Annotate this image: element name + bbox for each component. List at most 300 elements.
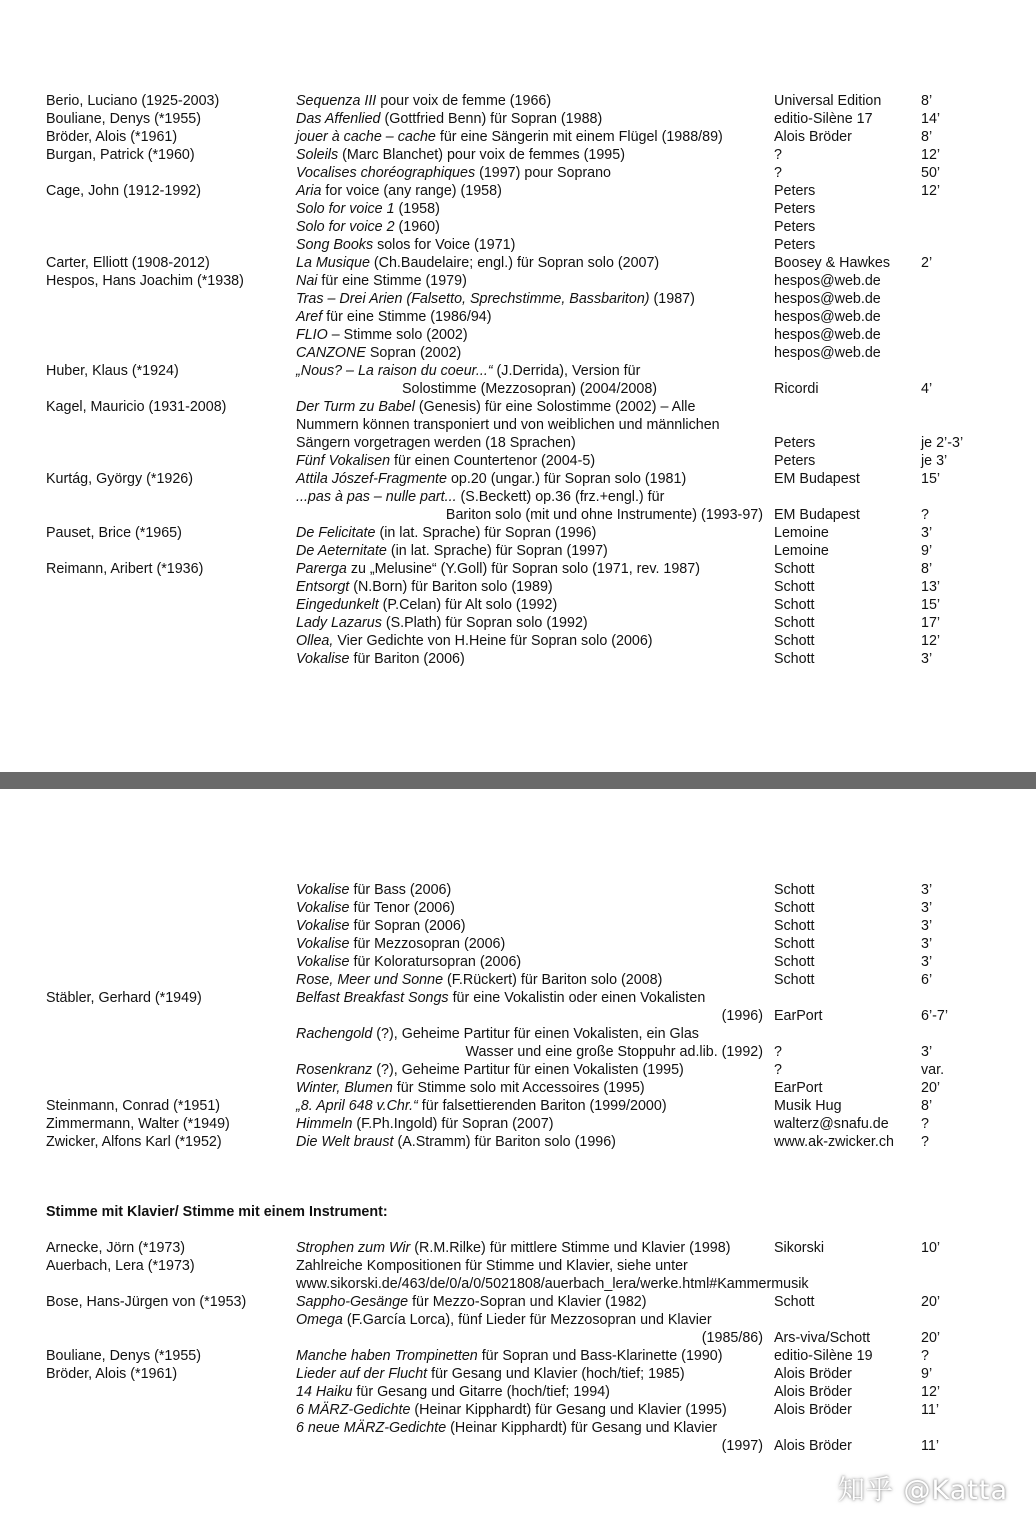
work-description [296,1115,553,1133]
composer-name: Huber, Klaus (*1924) [46,363,179,379]
composer-name: Bouliane, Denys (*1955) [46,111,201,127]
work-title: Strophen zum Wir [296,1240,411,1256]
work-description [296,488,664,506]
work-details: pour voix de femme (1966) [376,93,552,109]
work-details: für Tenor (2006) [349,900,455,916]
publisher: ? [774,1044,782,1060]
work-title: Solo for voice 2 [296,219,395,235]
work-description [296,326,468,344]
duration: 9’ [921,543,933,559]
work-title: jouer à cache – cache [296,129,436,145]
composer-name: Bose, Hans-Jürgen von (*1953) [46,1294,247,1310]
composer-name: Hespos, Hans Joachim (*1938) [46,273,244,289]
work-details: für eine Vokalistin oder einen Vokalisten [448,990,706,1006]
publisher: Lemoine [774,543,829,559]
composer-name: Berio, Luciano (1925-2003) [46,93,220,109]
table-row [0,578,1036,596]
document-page-2 [0,789,1036,1533]
table-row [0,254,1036,272]
duration: 3’ [921,936,933,952]
work-title: Rose, Meer und Sonne [296,972,444,988]
work-title: Solo for voice 1 [296,201,395,217]
composer-name: Arnecke, Jörn (*1973) [46,1240,186,1256]
work-title: „Nous? – La raison du coeur...“ [296,363,493,379]
duration: ? [921,1134,929,1150]
work-description [296,650,465,668]
composer-name: Bröder, Alois (*1961) [46,1366,178,1382]
table-row [0,953,1036,971]
duration: 50’ [921,165,941,181]
work-description [296,272,467,290]
work-title: Lieder auf der Flucht [296,1366,428,1382]
table-row [0,362,1036,380]
publisher: Peters [774,219,816,235]
work-description-continued: Wasser und eine große Stoppuhr ad.lib. (1992) [465,1044,763,1060]
duration: ? [921,1348,929,1364]
work-description [296,560,700,578]
publisher: Universal Edition [774,93,882,109]
work-details: für Gesang und Klavier (hoch/tief; 1985) [427,1366,685,1382]
work-description [296,398,695,416]
table-row [0,308,1036,326]
duration: 8’ [921,561,933,577]
work-description [296,1097,667,1115]
work-description [296,110,602,128]
table-row [0,1115,1036,1133]
duration: 8’ [921,93,933,109]
table-row [0,881,1036,899]
table-row [0,917,1036,935]
duration: 13’ [921,579,941,595]
work-details: Sängern vorgetragen werden (18 Sprachen) [296,435,576,451]
table-row [0,182,1036,200]
work-description [296,344,461,362]
work-title: La Musique [296,255,370,271]
publisher: Schott [774,936,815,952]
publisher: Schott [774,918,815,934]
publisher: Sikorski [774,1240,825,1256]
duration: 3’ [921,900,933,916]
duration: 2’ [921,255,933,271]
work-details: (Heinar Kipphardt) für Gesang und Klavier (1995) [410,1402,727,1418]
table-row [0,1061,1036,1079]
work-title: Belfast Breakfast Songs [296,990,449,1006]
duration: 6’-7’ [921,1008,949,1024]
work-description [296,1347,723,1365]
work-title: Vokalise [296,900,350,916]
publisher: Schott [774,615,815,631]
duration: ? [921,507,929,523]
work-description [296,1061,684,1079]
work-details: (1960) [394,219,440,235]
publisher: www.ak-zwicker.ch [774,1134,894,1150]
work-details: (F.Ph.Ingold) für Sopran (2007) [352,1116,554,1132]
publisher: Ars-viva/Schott [774,1330,871,1346]
work-description [296,452,595,470]
work-description-continued: Solostimme (Mezzosopran) (2004/2008) [401,381,658,397]
publisher: Schott [774,882,815,898]
publisher: hespos@web.de [774,327,881,343]
work-description [296,971,662,989]
work-description [296,614,588,632]
duration: 3’ [921,918,933,934]
publisher: walterz@snafu.de [774,1116,889,1132]
work-title: Tras – Drei Arien (Falsetto, Sprechstimme, Bassbariton) [296,291,650,307]
work-title: 6 MÄRZ-Gedichte [296,1402,411,1418]
duration: 11’ [921,1402,940,1418]
work-description [296,146,625,164]
work-description [296,416,720,434]
work-title: Soleils [296,147,339,163]
work-title: Winter, Blumen [296,1080,393,1096]
work-description [296,1311,712,1329]
work-title: Parerga [296,561,347,577]
composer-name: Burgan, Patrick (*1960) [46,147,195,163]
work-description [296,182,502,200]
work-title: 14 Haiku [296,1384,353,1400]
composer-name: Cage, John (1912-1992) [46,183,201,199]
table-row [0,989,1036,1007]
work-details: (F.García Lorca), fünf Lieder für Mezzosopran und Klavier [342,1312,712,1328]
table-row [0,92,1036,110]
work-description [296,164,611,182]
work-description [296,578,553,596]
publisher: Alois Bröder [774,1438,852,1454]
duration: 12’ [921,1384,941,1400]
table-row [0,470,1036,488]
work-details: (Heinar Kipphardt) für Gesang und Klavier [446,1420,718,1436]
work-title: De Felicitate [296,525,376,541]
work-description [296,470,686,488]
work-description [296,200,440,218]
publisher: Alois Bröder [774,1366,852,1382]
work-title: Attila Jószef-Fragmente [296,471,447,487]
work-description [296,92,551,110]
duration: var. [921,1062,945,1078]
work-title: Das Affenlied [296,111,381,127]
composer-name: Kagel, Mauricio (1931-2008) [46,399,227,415]
table-row [0,935,1036,953]
work-description [296,542,608,560]
work-description [296,128,723,146]
duration: 10’ [921,1240,941,1256]
publisher: ? [774,165,782,181]
work-details: für Stimme solo mit Accessoires (1995) [392,1080,645,1096]
table-row [0,542,1036,560]
duration: 17’ [921,615,941,631]
table-row [0,1097,1036,1115]
page-separator [0,772,1036,789]
duration: 20’ [921,1330,941,1346]
work-title: Fünf Vokalisen [296,453,391,469]
duration: 11’ [921,1438,940,1454]
publisher: Peters [774,183,816,199]
work-title: „8. April 648 v.Chr.“ [296,1098,418,1114]
work-title: Song Books [296,237,374,253]
work-description [296,881,451,899]
composer-name: Zwicker, Alfons Karl (*1952) [46,1134,222,1150]
work-details: für eine Stimme (1979) [317,273,467,289]
table-row [0,290,1036,308]
work-description [296,1293,647,1311]
work-details: (1997) pour Soprano [475,165,612,181]
work-details: für Gesang und Gitarre (hoch/tief; 1994) [352,1384,610,1400]
work-details: for voice (any range) (1958) [321,183,502,199]
work-title: Aria [296,183,322,199]
publisher: Schott [774,972,815,988]
work-details: (F.Rückert) für Bariton solo (2008) [443,972,663,988]
table-row [0,1293,1036,1311]
work-description [296,1079,645,1097]
work-description [296,236,515,254]
work-title: Vocalises choréographiques [296,165,476,181]
publisher: EarPort [774,1008,823,1024]
work-description [296,362,640,380]
table-row [0,1275,1036,1293]
work-details: für Koloratursopran (2006) [349,954,522,970]
work-title: Vokalise [296,882,350,898]
work-description [296,596,557,614]
table-row [0,488,1036,506]
table-row [0,272,1036,290]
work-title: Vokalise [296,936,350,952]
duration: 8’ [921,129,933,145]
publisher: Schott [774,579,815,595]
composer-name: Zimmermann, Walter (*1949) [46,1116,230,1132]
work-details: für eine Stimme (1986/94) [322,309,492,325]
work-details: (in lat. Sprache) für Sopran (1996) [375,525,597,541]
table-row [0,1329,1036,1347]
publisher: hespos@web.de [774,291,881,307]
work-details: für Mezzosopran (2006) [349,936,506,952]
table-row [0,344,1036,362]
work-details: (Gottfried Benn) für Sopran (1988) [380,111,603,127]
duration: 12’ [921,183,941,199]
work-title: Die Welt braust [296,1134,394,1150]
work-title: Vokalise [296,954,350,970]
work-description-continued: (1985/86) [701,1330,763,1346]
work-details: (in lat. Sprache) für Sopran (1997) [386,543,608,559]
table-row [0,524,1036,542]
table-row [0,1347,1036,1365]
duration: 3’ [921,1044,933,1060]
duration: je 2’-3’ [921,435,964,451]
work-details: solos for Voice (1971) [373,237,516,253]
publisher: Boosey & Hawkes [774,255,891,271]
table-row [0,1257,1036,1275]
work-description-continued: Bariton solo (mit und ohne Instrumente) (1993-97) [445,507,763,523]
composer-name: Bröder, Alois (*1961) [46,129,178,145]
work-title: 6 neue MÄRZ-Gedichte [296,1420,447,1436]
table-row [0,1383,1036,1401]
table-row [0,650,1036,668]
work-description [296,899,455,917]
work-details: (Ch.Baudelaire; engl.) für Sopran solo (2007) [369,255,660,271]
work-title: Rosenkranz [296,1062,373,1078]
duration: 4’ [921,381,933,397]
work-title: Der Turm zu Babel [296,399,415,415]
work-details: für Bariton (2006) [349,651,465,667]
publisher: hespos@web.de [774,309,881,325]
work-description [296,989,705,1007]
table-row [0,164,1036,182]
work-title: FLIO [296,327,328,343]
table-row [0,416,1036,434]
work-description [296,917,466,935]
table-row [0,1239,1036,1257]
work-title: Ollea, [296,633,334,649]
duration: 9’ [921,1366,933,1382]
work-details: op.20 (ungar.) für Sopran solo (1981) [446,471,687,487]
publisher: Alois Bröder [774,1402,852,1418]
work-details: für einen Countertenor (2004-5) [390,453,596,469]
work-description-continued: (1997) [721,1438,763,1454]
section-heading: Stimme mit Klavier/ Stimme mit einem Instrument: [46,1204,388,1220]
table-row [0,506,1036,524]
duration: 15’ [921,597,941,613]
work-description [296,254,659,272]
work-details: für Sopran und Bass-Klarinette (1990) [477,1348,723,1364]
work-details: (P.Celan) für Alt solo (1992) [378,597,558,613]
work-description [296,218,440,236]
work-details: (J.Derrida), Version für [492,363,641,379]
table-row [0,1079,1036,1097]
table-row [0,971,1036,989]
duration: 3’ [921,882,933,898]
publisher: editio-Silène 19 [774,1348,873,1364]
work-details: (R.M.Rilke) für mittlere Stimme und Klavier (1998) [410,1240,731,1256]
work-description [296,1419,717,1437]
work-title: Sequenza III [296,93,377,109]
publisher: ? [774,1062,782,1078]
duration: 14’ [921,111,941,127]
work-details: für Bass (2006) [349,882,452,898]
work-title: CANZONE [296,345,366,361]
table-row [0,1025,1036,1043]
duration: 20’ [921,1294,941,1310]
work-description [296,1239,730,1257]
work-details: für Sopran (2006) [349,918,466,934]
publisher: Schott [774,561,815,577]
work-description [296,1257,688,1275]
duration: 3’ [921,651,933,667]
composer-name: Steinmann, Conrad (*1951) [46,1098,221,1114]
work-description [296,1133,616,1151]
composer-name: Kurtág, György (*1926) [46,471,194,487]
work-details: (S.Plath) für Sopran solo (1992) [381,615,588,631]
work-description [296,290,695,308]
publisher: hespos@web.de [774,345,881,361]
work-title: Omega [296,1312,343,1328]
watermark: 知乎 @Katta [837,1475,1008,1506]
work-description [296,935,505,953]
table-row [0,1007,1036,1025]
work-details: – Stimme solo (2002) [327,327,468,343]
work-description [296,1365,685,1383]
publisher: ? [774,147,782,163]
work-details: Nummern können transponiert und von weiblichen und männlichen [296,417,720,433]
table-row [0,1133,1036,1151]
publisher: Schott [774,954,815,970]
work-title: Eingedunkelt [296,597,379,613]
duration: ? [921,1116,929,1132]
work-title: Nai [296,273,318,289]
publisher: Peters [774,453,816,469]
table-row [0,1419,1036,1437]
duration: 3’ [921,525,933,541]
table-row [0,218,1036,236]
table-row [0,236,1036,254]
work-details: für falsettierenden Bariton (1999/2000) [417,1098,667,1114]
work-title: Himmeln [296,1116,353,1132]
duration: 12’ [921,633,941,649]
composer-name: Bouliane, Denys (*1955) [46,1348,201,1364]
duration: 8’ [921,1098,933,1114]
table-row [0,128,1036,146]
work-description [296,1025,699,1043]
table-row [0,398,1036,416]
duration: 6’ [921,972,933,988]
duration: 20’ [921,1080,941,1096]
publisher: Peters [774,237,816,253]
publisher: EM Budapest [774,507,860,523]
table-row [0,1401,1036,1419]
table-row [0,899,1036,917]
duration: je 3’ [921,453,948,469]
work-details: (Genesis) für eine Solostimme (2002) – Alle [414,399,696,415]
publisher: EarPort [774,1080,823,1096]
publisher: hespos@web.de [774,273,881,289]
publisher: Peters [774,201,816,217]
publisher: editio-Silène 17 [774,111,873,127]
publisher: EM Budapest [774,471,860,487]
table-row [0,110,1036,128]
publisher: Lemoine [774,525,829,541]
work-details: Vier Gedichte von H.Heine für Sopran solo (2006) [333,633,653,649]
publisher: Schott [774,597,815,613]
work-title: Sappho-Gesänge [296,1294,409,1310]
work-description [296,1401,727,1419]
table-row [0,1437,1036,1455]
table-row [0,326,1036,344]
table-row [0,632,1036,650]
publisher: Ricordi [774,381,819,397]
work-title: De Aeternitate [296,543,387,559]
publisher: Schott [774,633,815,649]
work-details: (Marc Blanchet) pour voix de femmes (1995) [338,147,625,163]
work-title: Vokalise [296,651,350,667]
table-row [0,1311,1036,1329]
work-link-text: www.sikorski.de/463/de/0/a/0/5021808/auerbach_lera/werke.html#Kammermusik [296,1276,809,1292]
work-title: Entsorgt [296,579,350,595]
publisher: Musik Hug [774,1098,842,1114]
work-details: (S.Beckett) op.36 (frz.+engl.) für [456,489,665,505]
work-title: Aref [296,309,323,325]
table-row [0,560,1036,578]
table-row [0,1043,1036,1061]
publisher: Peters [774,435,816,451]
table-row [0,200,1036,218]
table-row [0,614,1036,632]
composer-name: Auerbach, Lera (*1973) [46,1258,195,1274]
work-title: Vokalise [296,918,350,934]
work-description [296,632,653,650]
work-details: Zahlreiche Kompositionen für Stimme und Klavier, siehe unter [296,1258,688,1274]
publisher: Alois Bröder [774,129,852,145]
composer-name: Stäbler, Gerhard (*1949) [46,990,202,1006]
table-row [0,146,1036,164]
composer-name: Pauset, Brice (*1965) [46,525,182,541]
